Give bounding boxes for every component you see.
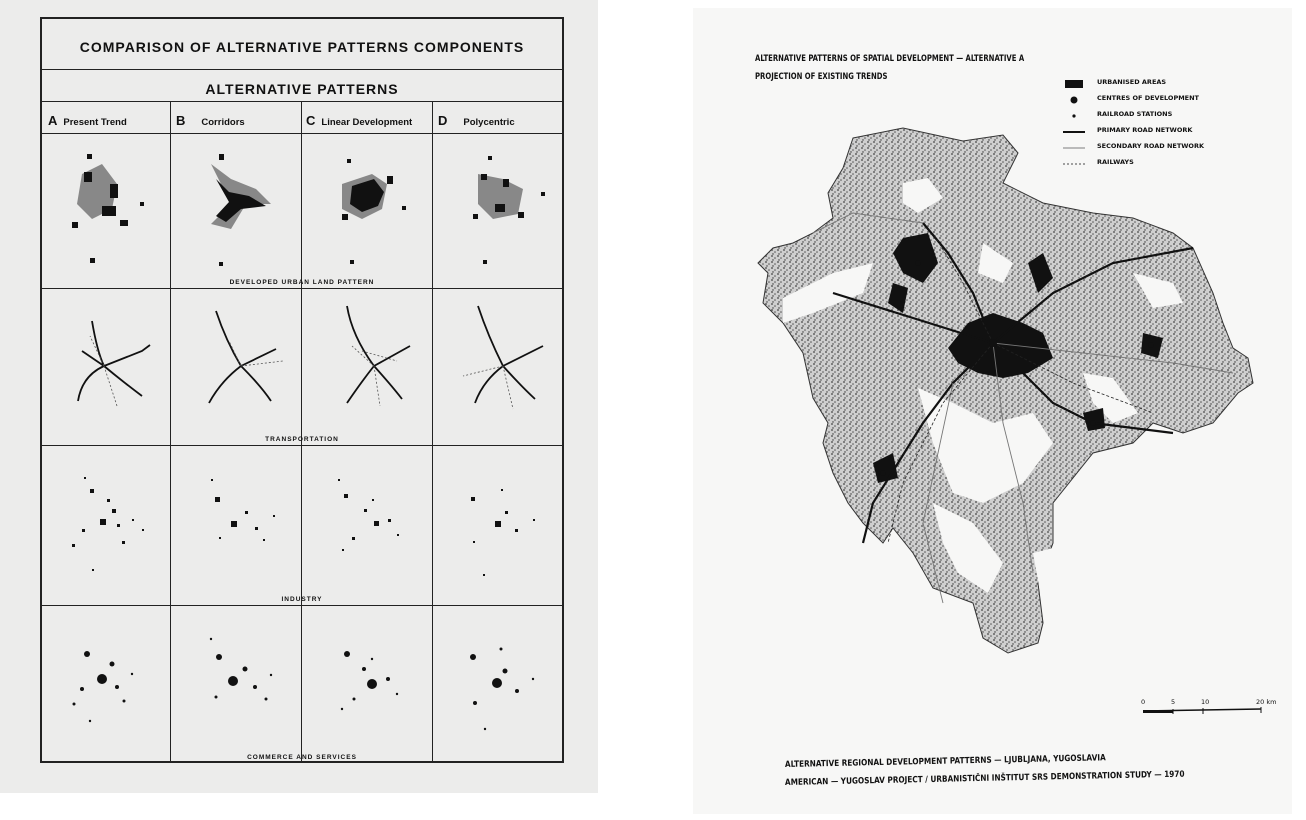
column-header-b [176,113,245,128]
column-letter: B [176,113,186,128]
transport-network-a [42,291,170,436]
column-label: Present Trend [63,117,127,128]
comparison-table [40,17,564,763]
row-label-industry: INDUSTRY [281,596,323,603]
region-boundary [758,128,1253,653]
industry-pattern-c [302,449,432,594]
column-label: Corridors [201,117,245,128]
transport-network-b [171,291,301,436]
transport-network-d [433,291,565,436]
map-footer-title: ALTERNATIVE REGIONAL DEVELOPMENT PATTERNS — LJUBLJANA, YUGOSLAVIA [784,753,1106,770]
column-letter: C [306,113,316,128]
urbanised-area-icon [1063,80,1085,88]
legend-label: CENTRES OF DEVELOPMENT [1097,94,1199,102]
column-label: Linear Development [321,117,413,128]
legend-label: RAILWAYS [1097,158,1134,166]
scale-label: 0 [1141,698,1146,706]
legend-label: URBANISED AREAS [1097,78,1167,86]
industry-pattern-d [433,449,565,594]
commerce-pattern-b [171,609,301,754]
regional-map-sheet [693,8,1292,814]
column-header-c [306,113,412,128]
column-header-a [48,113,127,128]
table-subtitle: ALTERNATIVE PATTERNS [205,81,399,97]
map-subtitle: PROJECTION OF EXISTING TRENDS [755,72,888,82]
regional-map [753,123,1273,683]
scale-bar [1141,698,1281,728]
row-label-transportation: TRANSPORTATION [265,436,339,443]
urban-pattern-b [171,134,301,279]
column-letter: A [48,113,58,128]
scale-label: 5 [1171,698,1176,706]
row-label-commerce: COMMERCE AND SERVICES [247,754,357,761]
legend-label: SECONDARY ROAD NETWORK [1097,142,1204,150]
industry-pattern-b [171,449,301,594]
commerce-pattern-d [433,609,565,754]
column-label: Polycentric [463,117,515,128]
table-title: COMPARISON OF ALTERNATIVE PATTERNS COMPONENTS [79,39,525,55]
column-header-d [438,113,515,128]
scale-label: 20 km [1256,698,1277,706]
scale-label: 10 [1201,698,1210,706]
station-dot-icon [1063,112,1085,120]
commerce-pattern-a [42,609,170,754]
map-title: ALTERNATIVE PATTERNS OF SPATIAL DEVELOPMENT — ALTERNATIVE A [755,54,1025,64]
commerce-pattern-c [302,609,432,754]
transport-network-c [302,291,432,436]
legend-label: PRIMARY ROAD NETWORK [1097,126,1193,134]
comparison-sheet [0,0,598,793]
row-label-urban: DEVELOPED URBAN LAND PATTERN [229,279,375,286]
urban-pattern-a [42,134,170,279]
industry-pattern-a [42,449,170,594]
legend-label: RAILROAD STATIONS [1097,110,1173,118]
urban-pattern-d [433,134,565,279]
centre-dot-icon [1063,96,1085,104]
map-footer-credit: AMERICAN — YUGOSLAV PROJECT / URBANISTIČNI INŠTITUT SRS DEMONSTRATION STUDY — 1970 [784,769,1185,788]
urban-pattern-c [302,134,432,279]
column-letter: D [438,113,448,128]
scale-ruler [1141,707,1266,715]
